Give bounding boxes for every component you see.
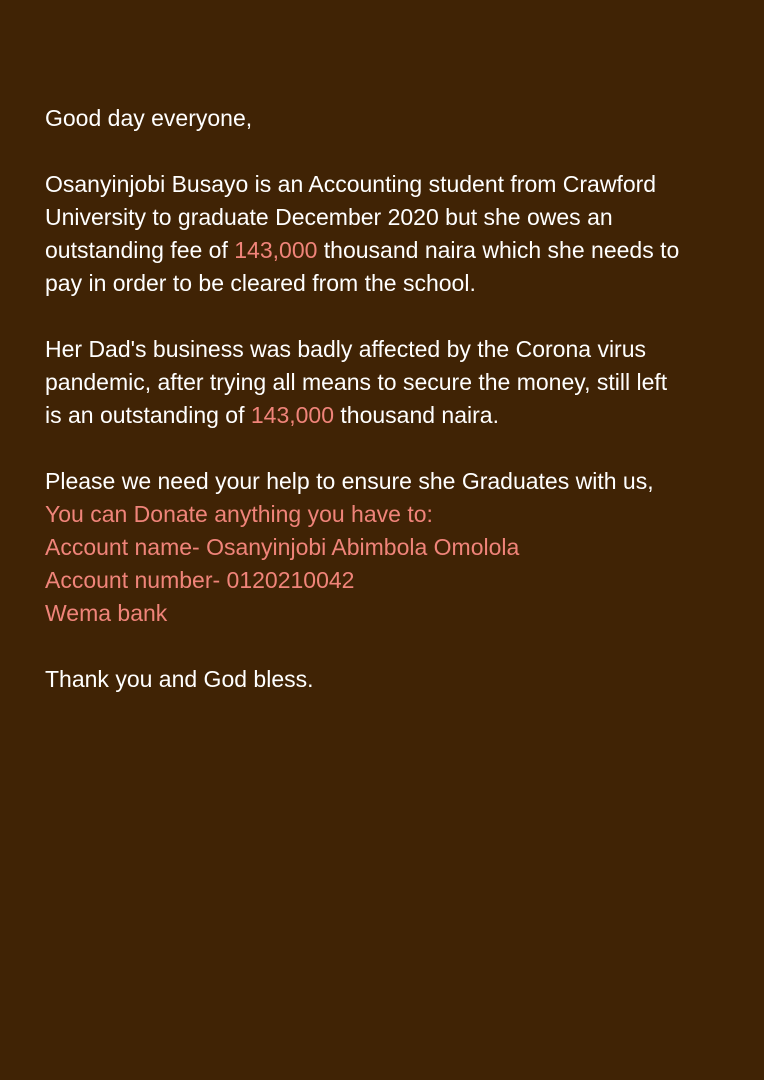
donation-request: Please we need your help to ensure she Graduates with us,: [45, 468, 654, 494]
situation-line-2: pandemic, after trying all means to secure the money, still left: [45, 369, 668, 395]
outstanding-text-after: thousand naira.: [334, 402, 499, 428]
situation-line-1: Her Dad's business was badly affected by the Corona virus: [45, 336, 646, 362]
student-info-line-3: [45, 234, 734, 267]
account-name: Account name- Osanyinjobi Abimbola Omolola: [45, 534, 520, 560]
outstanding-text-before: is an outstanding of: [45, 402, 251, 428]
paragraph-donation: [45, 465, 734, 630]
fee-text-before: outstanding fee of: [45, 237, 235, 263]
closing: [45, 663, 734, 696]
account-number: Account number- 0120210042: [45, 567, 355, 593]
fee-amount: 143,000: [234, 237, 318, 263]
closing-text: Thank you and God bless.: [45, 666, 314, 692]
student-info-line-2: University to graduate December 2020 but she owes an: [45, 204, 613, 230]
paragraph-student-info: [45, 168, 734, 300]
situation-line-3: [45, 399, 734, 432]
paragraph-situation: [45, 333, 734, 432]
greeting: [45, 102, 734, 135]
student-info-line-4: pay in order to be cleared from the school.: [45, 270, 476, 296]
outstanding-amount: 143,000: [250, 402, 335, 428]
donation-instruction: You can Donate anything you have to:: [45, 501, 433, 527]
student-info-line-1: Osanyinjobi Busayo is an Accounting student from Crawford: [45, 171, 657, 197]
fee-text-after: thousand naira which she needs to: [317, 237, 680, 263]
greeting-text: Good day everyone,: [45, 105, 253, 131]
bank-name: Wema bank: [45, 600, 168, 626]
